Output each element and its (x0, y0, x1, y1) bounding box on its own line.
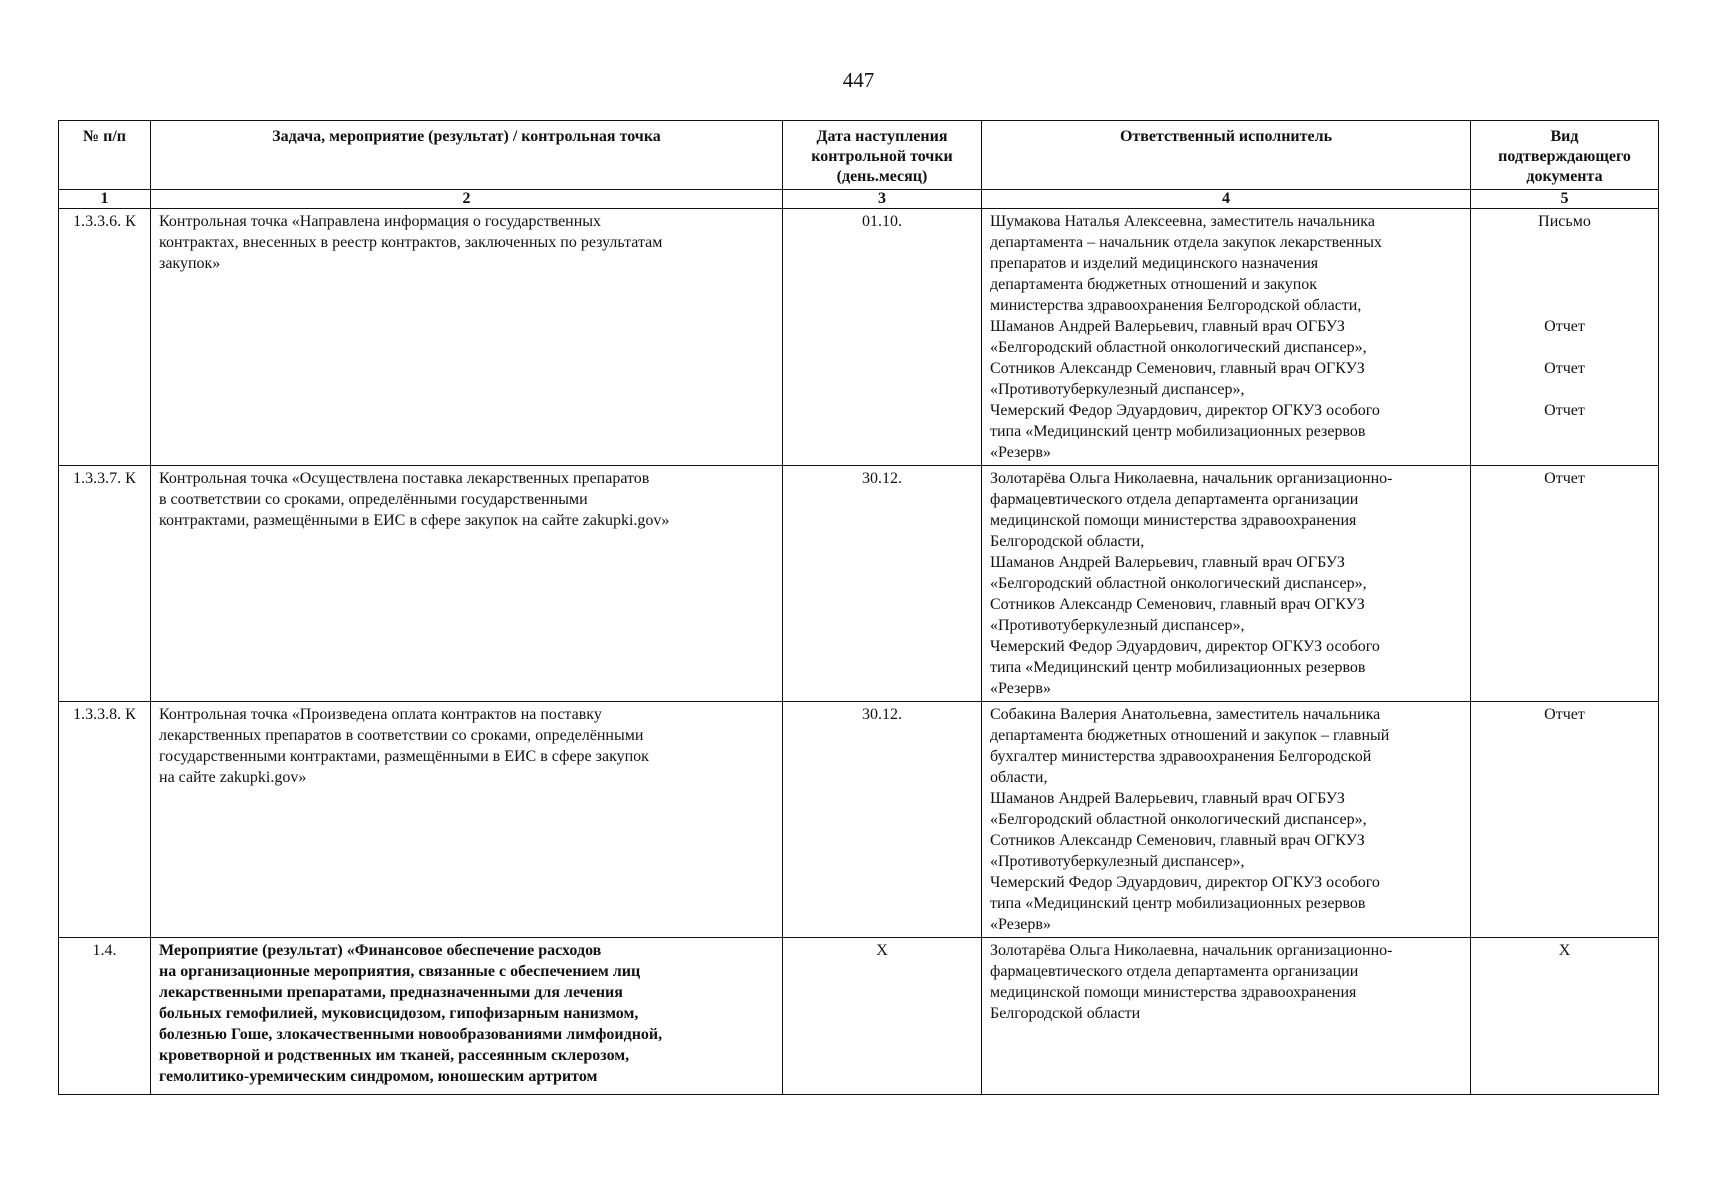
task-line: на сайте zakupki.gov» (159, 769, 307, 786)
column-number: 4 (982, 190, 1471, 209)
row-number: 1.4. (59, 938, 151, 1095)
table-row (59, 209, 1659, 466)
responsible-line: фармацевтического отдела департамента организации (990, 963, 1359, 980)
task-line: лекарственными препаратами, предназначенными для лечения (159, 984, 623, 1001)
control-date: 30.12. (783, 702, 982, 938)
column-number: 2 (151, 190, 783, 209)
task-cell (151, 702, 783, 938)
header-num: № п/п (59, 121, 151, 190)
document-type: Х (1558, 942, 1571, 959)
responsible-line: департамента бюджетных отношений и закупок – главный (990, 727, 1390, 744)
header-date-line: контрольной точки (811, 148, 953, 165)
column-number: 1 (59, 190, 151, 209)
header-doc-line: подтверждающего (1498, 148, 1631, 165)
responsible-line: Чемерский Федор Эдуардович, директор ОГКУЗ особого (990, 874, 1380, 891)
document-type (1479, 337, 1650, 358)
row-number: 1.3.3.6. К (59, 209, 151, 466)
header-date (783, 121, 982, 190)
responsible-line: Шумакова Наталья Алексеевна, заместитель начальника (990, 213, 1375, 230)
responsible-line: «Резерв» (990, 916, 1051, 933)
control-date: 01.10. (783, 209, 982, 466)
document-type (1479, 295, 1650, 316)
task-line: кроветворной и родственных им тканей, рассеянным склерозом, (159, 1047, 630, 1064)
row-number: 1.3.3.7. К (59, 466, 151, 702)
responsible-line: «Белгородский областной онкологический диспансер», (990, 811, 1367, 828)
document-type (1479, 253, 1650, 274)
header-task: Задача, мероприятие (результат) / контрольная точка (151, 121, 783, 190)
responsible-line: Белгородской области (990, 1005, 1141, 1022)
table-row (59, 466, 1659, 702)
table-row (59, 702, 1659, 938)
responsible-line: препаратов и изделий медицинского назначения (990, 255, 1319, 272)
responsible-line: фармацевтического отдела департамента организации (990, 491, 1359, 508)
responsible-line: Чемерский Федор Эдуардович, директор ОГКУЗ особого (990, 402, 1380, 419)
table-body (59, 209, 1659, 1095)
document-type-cell (1471, 209, 1659, 466)
document-type (1479, 379, 1650, 400)
document-type: Отчет (1544, 360, 1585, 377)
task-line: Контрольная точка «Осуществлена поставка лекарственных препаратов (159, 470, 650, 487)
responsible-line: бухгалтер министерства здравоохранения Белгородской (990, 748, 1372, 765)
task-line: Контрольная точка «Направлена информация о государственных (159, 213, 602, 230)
task-line: больных гемофилией, муковисцидозом, гипофизарным нанизмом, (159, 1005, 639, 1022)
document-type: Отчет (1544, 318, 1585, 335)
document-type: Отчет (1544, 706, 1585, 723)
responsible-line: Белгородской области, (990, 533, 1145, 550)
responsible-line: Сотников Александр Семенович, главный врач ОГКУЗ (990, 596, 1365, 613)
task-cell (151, 466, 783, 702)
responsible-cell (982, 466, 1471, 702)
responsible-line: Шаманов Андрей Валерьевич, главный врач ОГБУЗ (990, 790, 1345, 807)
task-line: контрактами, размещёнными в ЕИС в сфере закупок на сайте zakupki.gov» (159, 512, 670, 529)
responsible-line: медицинской помощи министерства здравоохранения (990, 984, 1357, 1001)
document-type (1479, 274, 1650, 295)
task-cell (151, 209, 783, 466)
responsible-line: типа «Медицинский центр мобилизационных резервов (990, 659, 1366, 676)
responsible-line: департамента – начальник отдела закупок лекарственных (990, 234, 1383, 251)
plan-table (58, 120, 1659, 1095)
document-type: Письмо (1538, 213, 1591, 230)
responsible-cell (982, 938, 1471, 1095)
responsible-line: Собакина Валерия Анатольевна, заместитель начальника (990, 706, 1381, 723)
responsible-line: «Противотуберкулезный диспансер», (990, 853, 1245, 870)
task-line: на организационные мероприятия, связанные с обеспечением лиц (159, 963, 641, 980)
responsible-line: Шаманов Андрей Валерьевич, главный врач ОГБУЗ (990, 554, 1345, 571)
responsible-line: Золотарёва Ольга Николаевна, начальник организационно- (990, 470, 1393, 487)
responsible-line: медицинской помощи министерства здравоохранения (990, 512, 1357, 529)
responsible-line: «Противотуберкулезный диспансер», (990, 381, 1245, 398)
document-type: Отчет (1544, 470, 1585, 487)
page-number: 447 (842, 68, 875, 92)
responsible-line: Чемерский Федор Эдуардович, директор ОГКУЗ особого (990, 638, 1380, 655)
responsible-line: «Резерв» (990, 444, 1051, 461)
responsible-line: Золотарёва Ольга Николаевна, начальник организационно- (990, 942, 1393, 959)
responsible-line: Шаманов Андрей Валерьевич, главный врач ОГБУЗ (990, 318, 1345, 335)
task-line: Контрольная точка «Произведена оплата контрактов на поставку (159, 706, 602, 723)
responsible-line: области, (990, 769, 1048, 786)
header-doc-line: Вид (1550, 128, 1579, 145)
row-number: 1.3.3.8. К (59, 702, 151, 938)
header-date-line: Дата наступления (816, 128, 948, 145)
task-cell (151, 938, 783, 1095)
document-type-cell (1471, 938, 1659, 1095)
table-row (59, 938, 1659, 1095)
task-line: лекарственных препаратов в соответствии со сроками, определёнными (159, 727, 644, 744)
document-type (1479, 232, 1650, 253)
responsible-line: типа «Медицинский центр мобилизационных резервов (990, 423, 1366, 440)
document-type-cell (1471, 466, 1659, 702)
column-number: 5 (1471, 190, 1659, 209)
responsible-line: «Резерв» (990, 680, 1051, 697)
task-line: Мероприятие (результат) «Финансовое обеспечение расходов (159, 942, 602, 959)
responsible-line: «Белгородский областной онкологический диспансер», (990, 575, 1367, 592)
responsible-line: «Белгородский областной онкологический диспансер», (990, 339, 1367, 356)
document-type-cell (1471, 702, 1659, 938)
responsible-line: министерства здравоохранения Белгородской области, (990, 297, 1362, 314)
column-number: 3 (783, 190, 982, 209)
column-number-row (59, 190, 1659, 209)
document-type: Отчет (1544, 402, 1585, 419)
task-line: государственными контрактами, размещёнными в ЕИС в сфере закупок (159, 748, 649, 765)
header-date-line: (день.месяц) (836, 168, 928, 185)
task-line: контрактах, внесенных в реестр контрактов, заключенных по результатам (159, 234, 663, 251)
responsible-line: типа «Медицинский центр мобилизационных резервов (990, 895, 1366, 912)
header-doc (1471, 121, 1659, 190)
task-line: гемолитико-уремическим синдромом, юношеским артритом (159, 1068, 598, 1085)
task-line: в соответствии со сроками, определёнными государственными (159, 491, 588, 508)
responsible-cell (982, 209, 1471, 466)
header-doc-line: документа (1526, 168, 1603, 185)
header-row (59, 121, 1659, 190)
responsible-line: Сотников Александр Семенович, главный врач ОГКУЗ (990, 360, 1365, 377)
responsible-line: «Противотуберкулезный диспансер», (990, 617, 1245, 634)
responsible-line: департамента бюджетных отношений и закупок (990, 276, 1318, 293)
task-line: закупок» (159, 255, 221, 272)
header-responsible: Ответственный исполнитель (982, 121, 1471, 190)
control-date: 30.12. (783, 466, 982, 702)
responsible-line: Сотников Александр Семенович, главный врач ОГКУЗ (990, 832, 1365, 849)
task-line: болезнью Гоше, злокачественными новообразованиями лимфоидной, (159, 1026, 663, 1043)
control-date: Х (783, 938, 982, 1095)
responsible-cell (982, 702, 1471, 938)
